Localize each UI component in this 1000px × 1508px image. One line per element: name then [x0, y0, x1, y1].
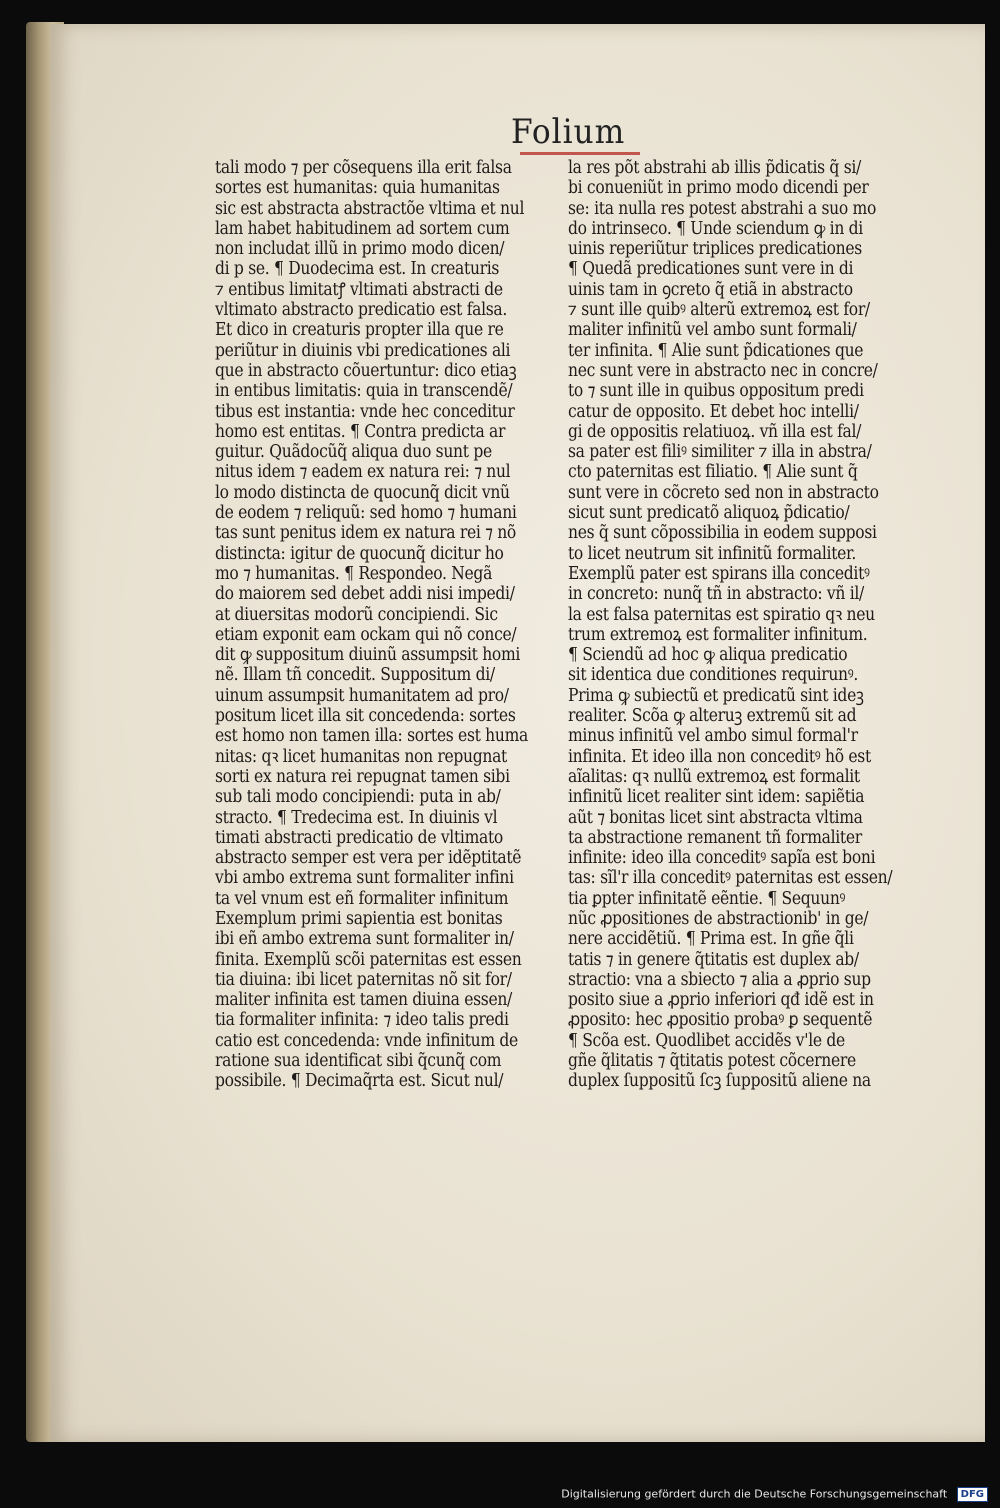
text-line: realiter. Scõa ꝙ alteruꝫ extremũ sit ad — [568, 706, 857, 727]
text-line: Exemplũ pater est spirans illa conceditꝰ — [568, 563, 870, 584]
text-line: stractio: vna a sbiecto ⁊ alia a ꝓprio sup — [568, 969, 871, 990]
text-line: infinita. Et ideo illa non conceditꝰ hõ est — [568, 746, 871, 767]
text-line: tas: sĩl'r illa conceditꝰ paternitas est essen/ — [568, 868, 893, 889]
text-line: Prima ꝙ subiectũ et predicatũ sint ideꝫ — [568, 685, 864, 706]
text-line: gñe q̃litatis ⁊ q̃titatis potest cõcernere — [568, 1051, 856, 1072]
text-line: homo est entitas. ¶ Contra predicta ar — [215, 421, 506, 442]
text-line: ꝓposito: hec ꝓpositio probaꝰ ꝑ sequentẽ — [568, 1010, 873, 1031]
text-line: Exemplum primi sapientia est bonitas — [215, 908, 503, 929]
text-line: tatis ⁊ in genere q̃titatis est duplex ab/ — [568, 949, 859, 970]
text-line: periũtur in diuinis vbi predicationes ali — [215, 340, 511, 361]
text-line: maliter infinita est tamen diuina essen/ — [215, 990, 512, 1011]
text-line: sorti ex natura rei repugnat tamen sibi — [215, 766, 510, 787]
digitization-credit — [561, 1487, 988, 1502]
text-line: vbi ambo extrema sunt formaliter infini — [215, 868, 514, 889]
text-line: tia ꝑpter infinitatẽ eẽntie. ¶ Sequunꝰ — [568, 888, 846, 909]
text-line: est homo non tamen illa: sortes est huma — [215, 726, 528, 747]
text-line: sicut sunt predicatõ aliquoꝝ p̃dicatio/ — [568, 503, 850, 524]
text-line: to ⁊ sunt ille in quibus oppositum predi — [568, 381, 864, 402]
text-line: ¶ Sciendũ ad hoc ꝙ aliqua predicatio — [568, 645, 848, 666]
text-line: sunt vere in cõcreto sed non in abstracto — [568, 482, 879, 503]
text-line: minus infinitũ vel ambo simul formal'r — [568, 726, 858, 747]
text-line: tibus est instantia: vnde hec conceditur — [215, 401, 515, 422]
text-line: de eodem ⁊ reliquũ: sed homo ⁊ humani — [215, 503, 517, 524]
text-line: catur de opposito. Et debet hoc intelli/ — [568, 401, 859, 422]
folio-heading: Folium — [511, 112, 626, 152]
text-line: tia formaliter infinita: ⁊ ideo talis predi — [215, 1010, 509, 1031]
text-line: tali modo ⁊ per cõsequens illa erit falsa — [215, 158, 512, 178]
text-line: sic est abstracta abstractõe vltima et nul — [215, 198, 525, 219]
credit-text: Digitalisierung gefördert durch die Deutsche Forschungsgemeinschaft — [561, 1487, 948, 1501]
text-line: ¶ Quedã predicationes sunt vere in di — [568, 259, 854, 280]
text-line: infinitũ licet realiter sint idem: sapiẽtia — [568, 787, 865, 808]
text-column-left — [215, 158, 528, 1092]
text-line: ibi eñ ambo extrema sunt formaliter in/ — [215, 929, 514, 950]
text-line: uinis tam in ꝯcreto q̃ etiã in abstracto — [568, 279, 853, 300]
text-line: timati abstracti predicatio de vltimato — [215, 827, 503, 848]
text-line: nes q̃ sunt cõpossibilia in eodem supposi — [568, 523, 877, 544]
text-line: ratione sua identificat sibi q̃cunq̃ com — [215, 1051, 502, 1072]
text-line: ter infinita. ¶ Alie sunt p̃dicationes que — [568, 340, 864, 361]
text-line: mo ⁊ humanitas. ¶ Respondeo. Negã — [215, 563, 493, 584]
text-line: at diuersitas modorũ concipiendi. Sic — [215, 604, 498, 625]
text-line: do maiorem sed debet addi nisi impedi/ — [215, 584, 515, 605]
text-line: maliter infinitũ vel ambo sunt formali/ — [568, 320, 857, 341]
text-line: stracto. ¶ Tredecima est. In diuinis vl — [215, 807, 498, 828]
text-line: in concreto: nunq̃ tñ in abstracto: vñ il/ — [568, 584, 864, 605]
text-line: uinum assumpsit humanitatem ad pro/ — [215, 685, 509, 706]
text-line: lam habet habitudinem ad sortem cum — [215, 218, 510, 239]
text-line: uinis reperiũtur triplices predicationes — [568, 239, 862, 260]
text-line: distincta: igitur de quocunq̃ dicitur ho — [215, 543, 504, 564]
text-line: nũc ꝓpositiones de abstractionib' in ge/ — [568, 908, 869, 929]
text-line: do intrinseco. ¶ Unde sciendum ꝙ in di — [568, 218, 863, 239]
text-column-right — [568, 158, 892, 1092]
text-line: sit identica due conditiones requirunꝰ. — [568, 665, 858, 686]
text-line: infinite: ideo illa conceditꝰ sapĩa est boni — [568, 848, 876, 869]
text-line: bi conueniũt in primo modo dicendi per — [568, 178, 869, 199]
text-line: la res põt abstrahi ab illis p̃dicatis q̃ si/ — [568, 158, 861, 178]
text-line: trum extremoꝝ est formaliter infinitum. — [568, 624, 868, 645]
text-line: la est falsa paternitas est spiratio qꝛ neu — [568, 604, 875, 625]
text-line: sortes est humanitas: quia humanitas — [215, 178, 500, 199]
text-line: positum licet illa sit concedenda: sortes — [215, 706, 516, 727]
dfg-logo: DFG — [957, 1487, 988, 1502]
text-line: nẽ. Illam tñ concedit. Suppositum di/ — [215, 665, 495, 686]
text-line: Et dico in creaturis propter illa que re — [215, 320, 504, 341]
text-line: duplex ſuppositũ ſcꝫ ſuppositũ aliene na — [568, 1071, 871, 1092]
text-line: catio est concedenda: vnde infinitum de — [215, 1030, 518, 1051]
text-line: finita. Exemplũ scõi paternitas est essen — [215, 949, 522, 970]
text-line: dit ꝙ suppositum diuinũ assumpsit homi — [215, 645, 521, 666]
text-line: lo modo distincta de quocunq̃ dicit vnũ — [215, 482, 510, 503]
text-line: ⁊ entibus limitatꝭ vltimati abstracti de — [215, 279, 503, 300]
text-line: di p se. ¶ Duodecima est. In creaturis — [215, 259, 500, 280]
text-line: ⁊ sunt ille quibꝰ alterũ extremoꝝ est for/ — [568, 300, 870, 321]
text-line: to licet neutrum sit infinitũ formaliter. — [568, 543, 857, 564]
text-line: guitur. Quãdocũq̃ aliqua duo sunt pe — [215, 442, 492, 463]
text-line: etiam exponit eam ockam qui nõ conce/ — [215, 624, 517, 645]
text-line: ¶ Scõa est. Quodlibet accidẽs v'le de — [568, 1030, 845, 1051]
text-line: non includat illũ in primo modo dicen/ — [215, 239, 505, 260]
text-line: ta vel vnum est eñ formaliter infinitum — [215, 888, 509, 909]
text-line: possibile. ¶ Decimaq̃rta est. Sicut nul/ — [215, 1071, 504, 1092]
text-line: sub tali modo concipiendi: puta in ab/ — [215, 787, 501, 808]
text-line: tia diuina: ibi licet paternitas nõ sit for/ — [215, 969, 512, 990]
text-line: nitus idem ⁊ eadem ex natura rei: ⁊ nul — [215, 462, 511, 483]
text-line: sa pater est filiꝰ similiter ⁊ illa in abstra/ — [568, 442, 872, 463]
text-line: que in abstracto cõuertuntur: dico etiaꝫ — [215, 360, 517, 381]
text-line: nec sunt vere in abstracto nec in concre/ — [568, 360, 878, 381]
text-line: aũt ⁊ bonitas licet sint abstracta vltima — [568, 807, 863, 828]
text-line: vltimato abstracto predicatio est falsa. — [215, 300, 508, 321]
text-line: se: ita nulla res potest abstrahi a suo mo — [568, 198, 877, 219]
text-line: nitas: qꝛ licet humanitas non repugnat — [215, 746, 507, 767]
text-line: aĩalitas: qꝛ nullũ extremoꝝ est formalit — [568, 766, 860, 787]
text-line: gi de oppositis relatiuoꝝ. vñ illa est fal/ — [568, 421, 862, 442]
text-line: tas sunt penitus idem ex natura rei ⁊ nõ — [215, 523, 516, 544]
text-line: posito siue a ꝓprio inferiori qđ idẽ est in — [568, 990, 874, 1011]
text-line: in entibus limitatis: quia in transcendẽ/ — [215, 381, 513, 402]
folio-rubric-stroke — [520, 152, 640, 155]
text-line: nere accidẽtiũ. ¶ Prima est. In gñe q̃li — [568, 929, 854, 950]
text-line: ta abstractione remanent tñ formaliter — [568, 827, 862, 848]
text-line: cto paternitas est filiatio. ¶ Alie sunt q̃ — [568, 462, 858, 483]
text-line: abstracto semper est vera per idẽptitatẽ — [215, 848, 522, 869]
